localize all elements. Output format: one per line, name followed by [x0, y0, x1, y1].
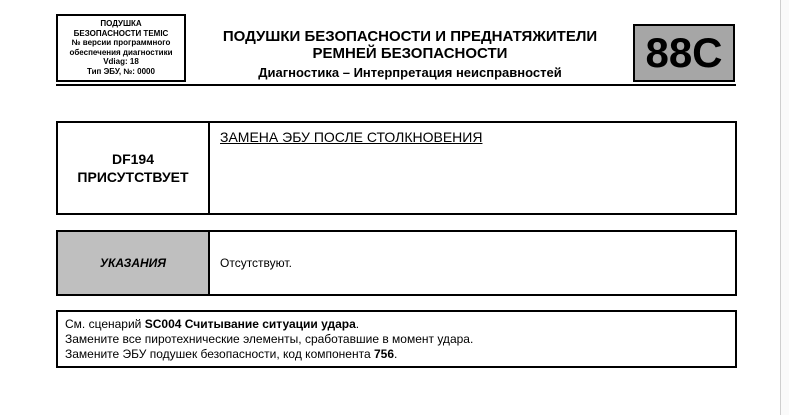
fault-status: ПРИСУТСТВУЕТ [77, 169, 189, 185]
page-title-line-1: ПОДУШКИ БЕЗОПАСНОСТИ И ПРЕДНАТЯЖИТЕЛИ [222, 28, 598, 45]
component-code: 756 [373, 347, 394, 361]
instructions-box [56, 310, 737, 368]
fault-description: ЗАМЕНА ЭБУ ПОСЛЕ СТОЛКНОВЕНИЯ [220, 129, 483, 145]
notes-label-cell [58, 232, 210, 294]
system-info-line: ПОДУШКА [100, 19, 142, 28]
system-info-line: № версии программного [71, 38, 171, 48]
fault-description-cell [210, 123, 735, 213]
system-info-line: БЕЗОПАСНОСТИ TEMIC [73, 28, 169, 38]
notes-text: Отсутствуют. [220, 256, 292, 270]
page-title [188, 28, 632, 62]
notes-label: УКАЗАНИЯ [99, 256, 167, 270]
instruction-text: . [355, 317, 360, 331]
page-subtitle: Диагностика – Интерпретация неисправностей [258, 65, 562, 80]
instruction-line-1 [65, 317, 728, 332]
instruction-text: . [394, 347, 398, 361]
page-title-line-2: РЕМНЕЙ БЕЗОПАСНОСТИ [312, 45, 508, 62]
fault-table [56, 121, 737, 215]
instruction-line-2: Замените все пиротехнические элементы, сработавшие в момент удара. [65, 332, 474, 346]
instruction-line-3 [65, 347, 728, 362]
header-divider [56, 84, 736, 86]
section-code-badge: 88C [633, 24, 735, 82]
system-info-line: Тип ЭБУ, №: 0000 [87, 66, 155, 76]
system-info-box [56, 14, 186, 82]
notes-text-cell [210, 232, 735, 294]
page-edge [780, 0, 789, 415]
notes-table [56, 230, 737, 296]
fault-code-cell [58, 123, 210, 213]
system-info-line: Vdiag: 18 [103, 57, 139, 67]
fault-code: DF194 [111, 151, 155, 167]
system-info-line: обеспечения диагностики [69, 47, 173, 57]
scenario-reference: SC004 Считывание ситуации удара [144, 317, 356, 331]
instruction-text: См. сценарий [65, 317, 145, 331]
instruction-text: Замените ЭБУ подушек безопасности, код компонента [65, 347, 374, 361]
